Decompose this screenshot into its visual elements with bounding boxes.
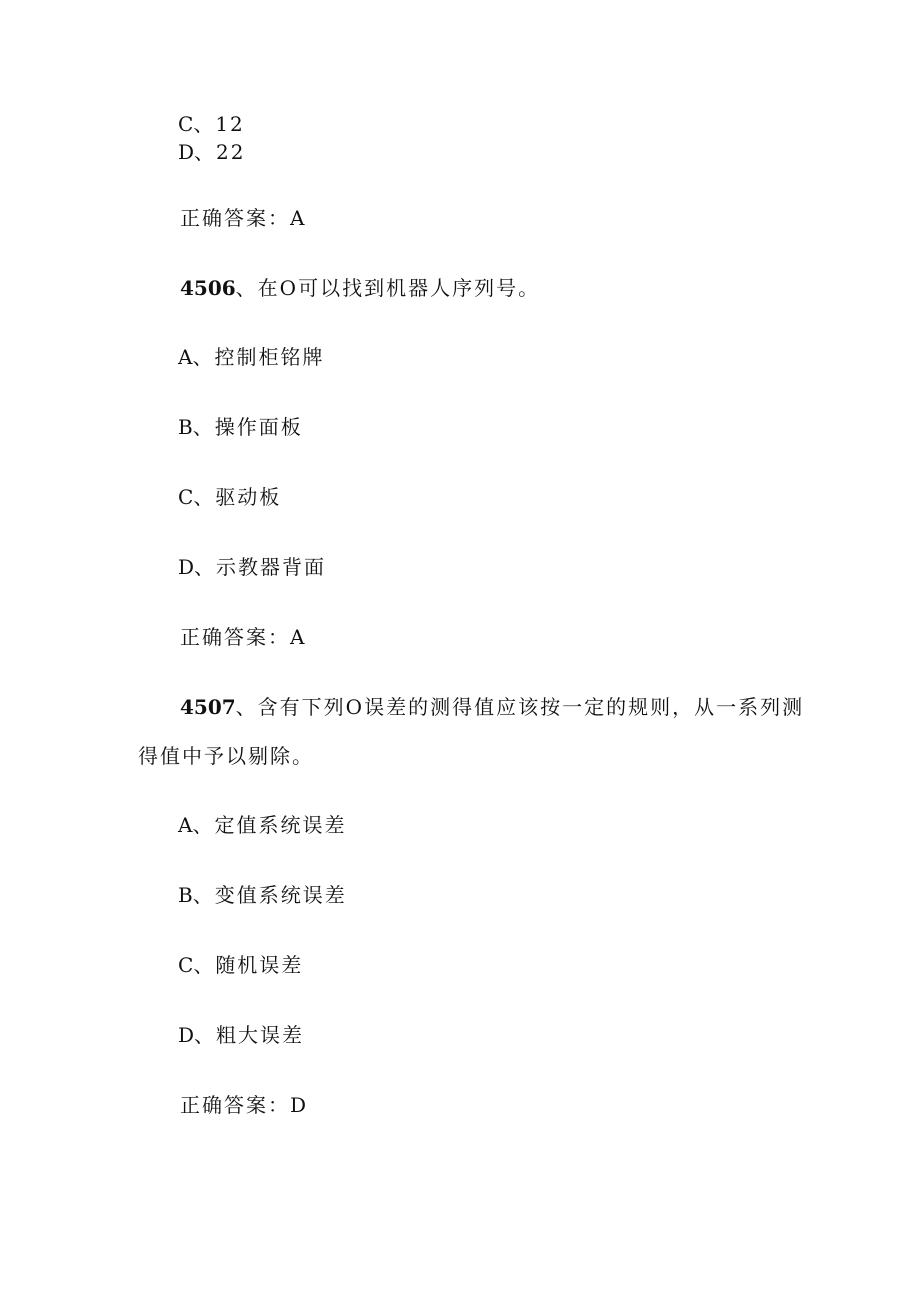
option-line: [178, 553, 326, 581]
option-line: [178, 110, 245, 138]
option-letter: D: [178, 555, 195, 579]
separator: 、: [192, 345, 215, 369]
answer-label: 正确答案：: [180, 1093, 290, 1117]
option-text: 变值系统误差: [214, 883, 347, 907]
option-text: 驱动板: [215, 485, 282, 509]
separator: 、: [194, 140, 217, 164]
option-letter: A: [178, 813, 193, 837]
option-text: 22: [216, 140, 246, 164]
question-stem-continuation: [138, 742, 314, 770]
option-text: 示教器背面: [216, 555, 327, 579]
separator: 、: [193, 953, 216, 977]
option-letter: C: [178, 112, 194, 136]
separator: 、: [193, 112, 216, 136]
separator: 、: [194, 555, 217, 579]
separator: 、: [192, 813, 215, 837]
question-text: 得值中予以剔除。: [138, 744, 314, 768]
option-letter: D: [178, 140, 195, 164]
option-line: [178, 951, 303, 979]
option-letter: B: [178, 883, 193, 907]
answer-label: 正确答案：: [180, 206, 290, 230]
answer-label: 正确答案：: [180, 625, 290, 649]
option-letter: C: [178, 953, 194, 977]
answer-line: [180, 204, 304, 232]
question-number: 4507: [180, 695, 236, 719]
option-text: 操作面板: [214, 415, 303, 439]
question-text: 、含有下列O误差的测得值应该按一定的规则，从一系列测: [235, 695, 805, 719]
option-text: 12: [215, 112, 245, 136]
question-stem: [180, 693, 804, 721]
answer-value: A: [290, 625, 305, 649]
option-line: [178, 881, 347, 909]
option-line: [178, 1021, 304, 1049]
question-stem: [180, 274, 540, 302]
option-letter: B: [178, 415, 193, 439]
separator: 、: [192, 415, 215, 439]
question-text: 、在O可以找到机器人序列号。: [235, 276, 541, 300]
separator: 、: [193, 485, 216, 509]
option-line: [178, 343, 324, 371]
answer-line: [180, 1091, 306, 1119]
option-text: 控制柜铭牌: [214, 345, 325, 369]
answer-line: [180, 623, 304, 651]
option-letter: C: [178, 485, 194, 509]
option-line: [178, 413, 303, 441]
option-line: [178, 811, 346, 839]
option-text: 定值系统误差: [214, 813, 347, 837]
question-number: 4506: [180, 276, 236, 300]
answer-value: D: [290, 1093, 307, 1117]
answer-value: A: [290, 206, 305, 230]
separator: 、: [192, 883, 215, 907]
option-letter: A: [178, 345, 193, 369]
option-line: [178, 138, 246, 166]
separator: 、: [194, 1023, 217, 1047]
option-letter: D: [178, 1023, 195, 1047]
option-line: [178, 483, 281, 511]
option-text: 粗大误差: [216, 1023, 305, 1047]
option-text: 随机误差: [215, 953, 304, 977]
